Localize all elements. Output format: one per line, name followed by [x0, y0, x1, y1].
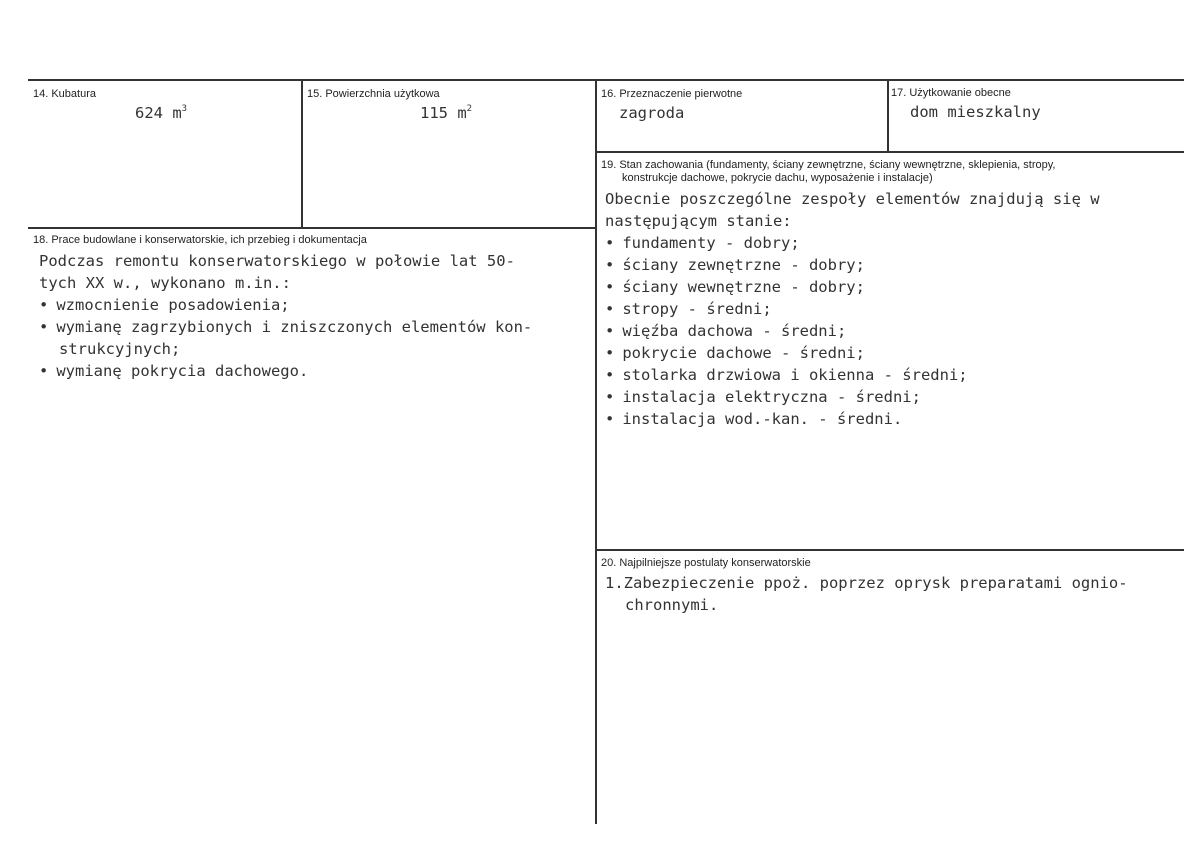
field-17-value: dom mieszkalny: [910, 103, 1041, 121]
field-18-list-item: • wzmocnienie posadowienia;: [39, 294, 532, 316]
field-15-value: [420, 104, 472, 122]
field-14-label: 14. Kubatura: [33, 88, 96, 100]
field-18-content: [39, 250, 532, 382]
field-19-list-item: • instalacja elektryczna - średni;: [605, 386, 1100, 408]
field-18-intro-line: Podczas remontu konserwatorskiego w połowie lat 50-: [39, 252, 515, 270]
field-20-line: chronnymi.: [625, 596, 719, 614]
field-15-label: 15. Powierzchnia użytkowa: [307, 88, 440, 100]
field-19-content: [605, 188, 1100, 430]
field-17-label: 17. Użytkowanie obecne: [891, 87, 1011, 99]
field-18-list-item: • wymianę zagrzybionych i zniszczonych elementów kon-: [39, 316, 532, 338]
field-15-unit-exponent: 2: [466, 104, 473, 114]
field-19-list-item: • fundamenty - dobry;: [605, 232, 1100, 254]
field-18-list-item: • wymianę pokrycia dachowego.: [39, 360, 532, 382]
field-19-list-item: • pokrycie dachowe - średni;: [605, 342, 1100, 364]
field-15-number: 115 m: [420, 104, 467, 122]
field-18-label: 18. Prace budowlane i konserwatorskie, ich przebieg i dokumentacja: [33, 234, 367, 246]
field-14-number: 624 m: [135, 104, 182, 122]
field-19-intro-line: Obecnie poszczególne zespoły elementów znajdują się w: [605, 190, 1100, 208]
field-18-list-item-continuation: strukcyjnych;: [59, 340, 181, 358]
field-18-intro-line: tych XX w., wykonano m.in.:: [39, 274, 291, 292]
field-19-list-item: • instalacja wod.-kan. - średni.: [605, 408, 1100, 430]
field-16-label: 16. Przeznaczenie pierwotne: [601, 88, 743, 100]
mid-right-border-line: [596, 151, 1184, 153]
top-border-line: [28, 79, 1184, 81]
field-19-label-line-2: konstrukcje dachowe, pokrycie dachu, wyposażenie i instalacje): [622, 172, 933, 184]
divider-16-17: [887, 79, 889, 152]
field-19-list-item: • ściany zewnętrzne - dobry;: [605, 254, 1100, 276]
field-14-value: [135, 104, 187, 122]
lower-right-border-line: [596, 549, 1184, 551]
field-16-value: zagroda: [619, 104, 685, 122]
field-19-list-item: • stolarka drzwiowa i okienna - średni;: [605, 364, 1100, 386]
field-19-intro-line: następującym stanie:: [605, 212, 792, 230]
field-19-list-item: • ściany wewnętrzne - dobry;: [605, 276, 1100, 298]
divider-14-15: [301, 79, 303, 228]
field-20-line: 1.Zabezpieczenie ppoż. poprzez oprysk preparatami ognio-: [605, 574, 1128, 592]
field-14-unit-exponent: 3: [181, 104, 188, 114]
center-divider: [595, 79, 597, 824]
field-19-list-item: • stropy - średni;: [605, 298, 1100, 320]
field-19-label-line-1: 19. Stan zachowania (fundamenty, ściany zewnętrzne, ściany wewnętrzne, sklepienia, stropy,: [601, 159, 1056, 171]
field-20-content: [605, 572, 1128, 616]
field-19-list-item: • więźba dachowa - średni;: [605, 320, 1100, 342]
field-20-label: 20. Najpilniejsze postulaty konserwatorskie: [601, 557, 811, 569]
mid-left-border-line: [28, 227, 597, 229]
